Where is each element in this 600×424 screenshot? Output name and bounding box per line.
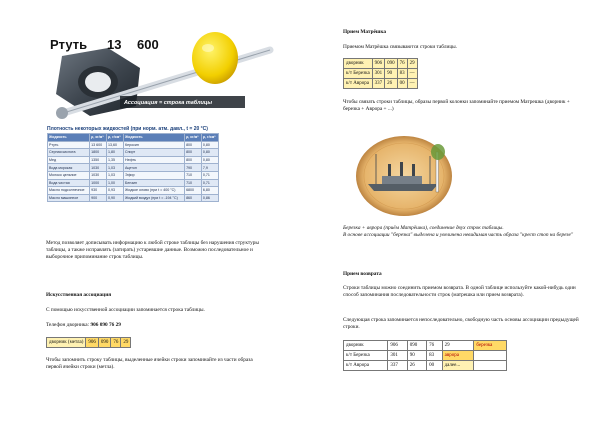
density-table-cell: Бензин — [124, 179, 185, 187]
density-table — [47, 133, 219, 202]
table-cell: березка — [474, 341, 507, 351]
density-table-cell: 6800 — [185, 187, 202, 195]
table-cell: дворник — [344, 341, 388, 351]
table-row — [344, 59, 418, 69]
density-table-cell: 1,03 — [106, 164, 123, 172]
matryoshka-caption-1: Березка + аврора (приём Матрёшка), соединение двух строк таблицы. — [343, 225, 504, 231]
table-cell: 090 — [98, 338, 111, 348]
table-cell: 906 — [372, 59, 385, 69]
return-text-2: Следующая строка запоминается непоследовательно, свободную часть основы ассоциации предыдущей строки. — [343, 317, 579, 330]
density-header-cell: ρ, кг/м³ — [90, 134, 107, 142]
density-table-cell: Жидкое олово (при t = 400 °C) — [124, 187, 185, 195]
return-heading: Прием возврата — [343, 271, 382, 277]
density-header-cell: ρ, г/см³ — [106, 134, 123, 142]
table-cell: аврора — [442, 351, 474, 361]
artificial-heading: Искусственная ассоциация — [46, 292, 112, 298]
return-table — [343, 340, 507, 371]
density-table-cell: Вода морская — [48, 164, 90, 172]
table-cell: далее... — [442, 361, 474, 371]
phone-label: Телефон дворника: — [46, 322, 91, 328]
density-table-cell: Молоко цельное — [48, 171, 90, 179]
return-text-1: Строки таблицы можно соединить приемом возврата. В одной таблице используйте какой-нибудь один способ запоминания последовательности строк (матрешка или прием возврата). — [343, 285, 576, 298]
density-table-cell: 1800 — [90, 149, 107, 157]
density-table-cell: 0,93 — [106, 187, 123, 195]
density-header-cell: Жидкость — [48, 134, 90, 142]
table-cell: 00 — [427, 361, 442, 371]
phone-line — [46, 322, 121, 329]
table-cell: 301 — [372, 69, 385, 79]
table-cell: 29 — [442, 341, 474, 351]
matryoshka-heading: Прием Матрёшка — [343, 29, 386, 35]
table-row — [344, 361, 507, 371]
density-table-cell: Ртуть — [48, 141, 90, 149]
table-cell: 26 — [407, 361, 426, 371]
density-table-row — [48, 149, 219, 157]
density-table-cell: 1350 — [90, 156, 107, 164]
table-cell: 337 — [388, 361, 407, 371]
table-row — [47, 338, 131, 348]
density-header-cell: ρ, г/см³ — [201, 134, 218, 142]
density-table-cell: Масло подсолнечное — [48, 187, 90, 195]
density-table-cell: 710 — [185, 171, 202, 179]
density-table-cell: Ацетон — [124, 164, 185, 172]
density-table-cell: Масло машинное — [48, 194, 90, 202]
table-cell: дворник — [344, 59, 373, 69]
density-table-cell: Спирт — [124, 149, 185, 157]
table-cell: 00 — [397, 79, 407, 89]
table-cell: 76 — [427, 341, 442, 351]
hero-number-1: 13 — [107, 37, 122, 52]
density-table-cell: 0,71 — [201, 171, 218, 179]
table-row — [344, 351, 507, 361]
table-cell: — — [407, 69, 417, 79]
density-table-cell: 13 600 — [90, 141, 107, 149]
matryoshka-caption-2: В основе ассоциации "березка" выделена и увеличена невидимая часть образа "крест стоп на березе" — [343, 232, 574, 238]
density-table-cell: Мед — [48, 156, 90, 164]
density-header-cell: ρ, кг/м³ — [185, 134, 202, 142]
density-table-row — [48, 171, 219, 179]
hero-number-2: 600 — [137, 37, 159, 52]
density-table-cell: 6,80 — [201, 187, 218, 195]
density-table-cell: Серная кислота — [48, 149, 90, 157]
artificial-note: Чтобы запомнить строку таблицы, выделенные ячейки строки запоминайте из части образа первой ячейки строки (метла). — [46, 357, 253, 370]
table-cell: 090 — [385, 59, 398, 69]
matryoshka-text: Чтобы связать строки таблицы, образы первой колонки запоминайте приемом Матрешка (дворник + березка + Аврора + ...) — [343, 99, 570, 112]
density-table-row — [48, 194, 219, 202]
table-cell: 83 — [427, 351, 442, 361]
density-table-row — [48, 156, 219, 164]
density-table-cell: 0,86 — [201, 194, 218, 202]
density-table-cell: 1030 — [90, 164, 107, 172]
table-cell: 26 — [385, 79, 398, 89]
table-cell: к/т Березка — [344, 351, 388, 361]
density-table-cell: 0,80 — [201, 141, 218, 149]
density-table-cell: Эфир — [124, 171, 185, 179]
density-table-title: Плотность некоторых жидкостей (при норм. атм. давл., t = 20 °C) — [47, 126, 208, 132]
density-table-body — [48, 141, 219, 202]
density-table-cell: 710 — [185, 179, 202, 187]
density-table-cell: 0,80 — [201, 149, 218, 157]
density-table-cell: 800 — [185, 141, 202, 149]
table-row — [344, 341, 507, 351]
density-table-cell: Керосин — [124, 141, 185, 149]
density-table-cell: 1,00 — [106, 179, 123, 187]
plate-illustration — [354, 134, 454, 218]
matryoshka-intro: Приемом Матрёшка связываются строки таблицы. — [343, 44, 458, 50]
matryoshka-table — [343, 58, 418, 89]
density-table-row — [48, 164, 219, 172]
method-text: Метод позволяет дописывать информацию к любой строке таблицы без нарушения структуры таблицы, а также исправлять (затирать) устаревшие данные. Возможно последовательное и выборочное припоминание строк таблицы. — [46, 240, 259, 260]
table-cell: 29 — [407, 59, 417, 69]
phone-value: 906 090 76 29 — [90, 322, 121, 328]
density-table-cell: 1,03 — [106, 171, 123, 179]
table-cell: 090 — [407, 341, 426, 351]
density-table-cell: 900 — [90, 194, 107, 202]
table-row — [344, 69, 418, 79]
table-cell: 76 — [111, 338, 121, 348]
hero-title: Ртуть — [50, 37, 88, 52]
density-table-cell: 0,71 — [201, 179, 218, 187]
density-table-cell: 0,80 — [201, 156, 218, 164]
density-table-cell: 1000 — [90, 179, 107, 187]
table-cell: к/т Аврора — [344, 79, 373, 89]
table-cell: — — [407, 79, 417, 89]
density-table-cell: Жидкий воздух (при t = -194 °C) — [124, 194, 185, 202]
density-table-cell: 790 — [185, 164, 202, 172]
density-table-cell: 13,60 — [106, 141, 123, 149]
density-header-cell: Жидкость — [124, 134, 185, 142]
table-cell: 906 — [388, 341, 407, 351]
density-table-cell: 800 — [185, 149, 202, 157]
density-table-row — [48, 179, 219, 187]
table-cell — [474, 351, 507, 361]
table-row — [344, 79, 418, 89]
density-table-row — [48, 187, 219, 195]
density-table-cell: 1,35 — [106, 156, 123, 164]
hero-caption: Ассоциация = строка таблицы — [124, 100, 213, 106]
table-cell — [474, 361, 507, 371]
table-cell: к/т Березка — [344, 69, 373, 79]
table-cell: 90 — [385, 69, 398, 79]
density-table-cell: 7,9 — [201, 164, 218, 172]
density-table-cell: Вода чистая — [48, 179, 90, 187]
density-table-cell: 930 — [90, 187, 107, 195]
table-cell: 337 — [372, 79, 385, 89]
density-table-cell: 1030 — [90, 171, 107, 179]
artificial-table — [46, 337, 131, 348]
density-table-cell: 860 — [185, 194, 202, 202]
artificial-intro: С помощью искусственной ассоциации запоминается строка таблицы. — [46, 307, 205, 313]
density-table-cell: 0,90 — [106, 194, 123, 202]
table-cell: дворник (метла) — [47, 338, 86, 348]
density-table-row — [48, 141, 219, 149]
table-cell: 29 — [121, 338, 131, 348]
table-cell: 83 — [397, 69, 407, 79]
density-table-cell: 1,80 — [106, 149, 123, 157]
density-table-header — [48, 134, 219, 142]
table-cell: 76 — [397, 59, 407, 69]
density-table-cell: 800 — [185, 156, 202, 164]
table-cell: 90 — [407, 351, 426, 361]
table-cell: к/т Аврора — [344, 361, 388, 371]
table-cell: 906 — [86, 338, 99, 348]
table-cell: 301 — [388, 351, 407, 361]
density-table-cell: Нефть — [124, 156, 185, 164]
